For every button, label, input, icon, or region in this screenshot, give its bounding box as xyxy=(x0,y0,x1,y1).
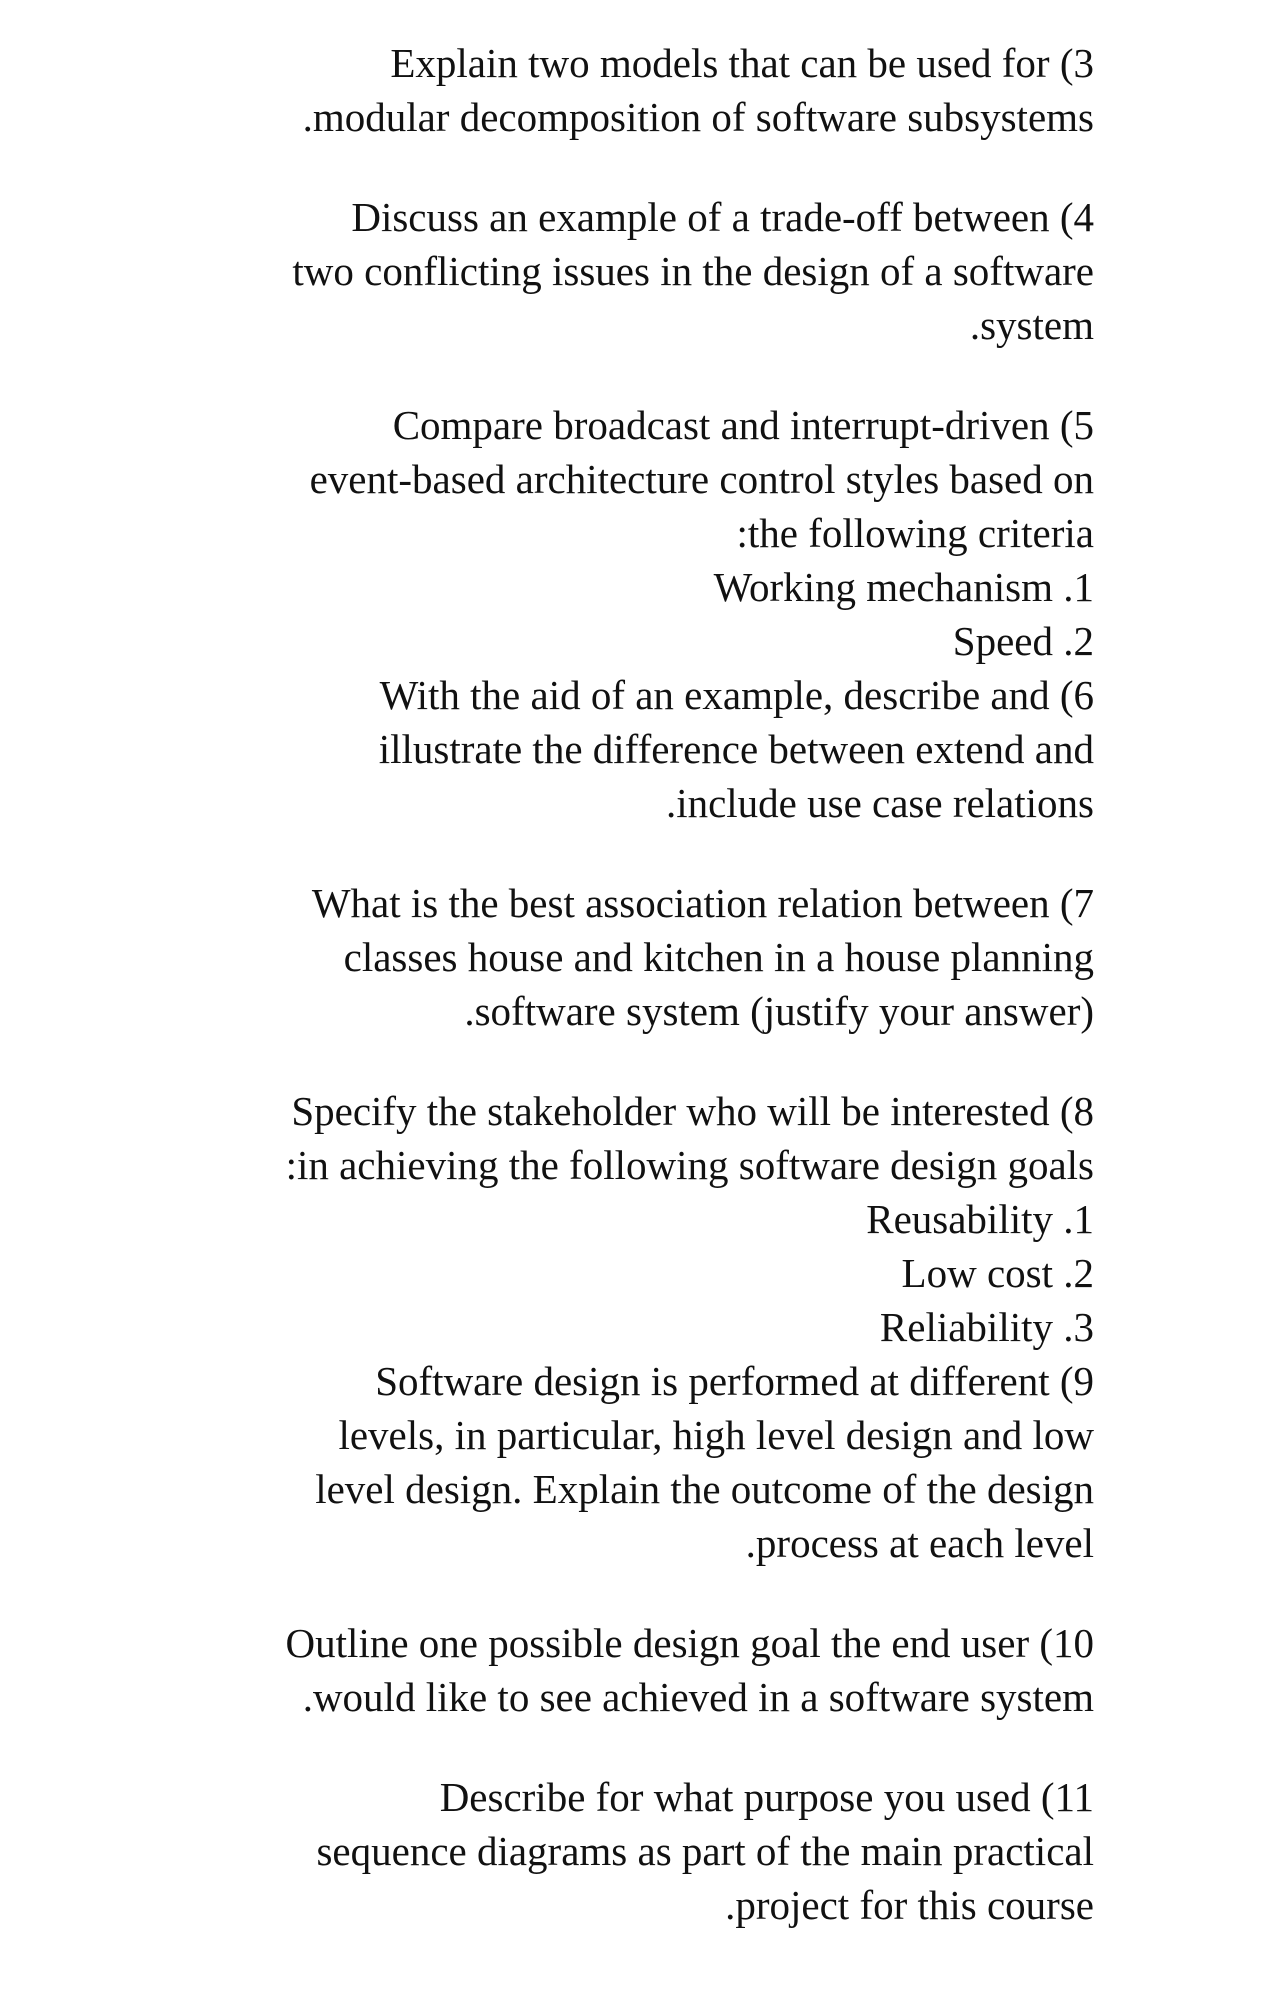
question-9-line-3: level design. Explain the outcome of the design xyxy=(315,1466,1094,1512)
question-4-line-2: two conflicting issues in the design of a software xyxy=(292,248,1094,294)
question-9 xyxy=(114,1354,1094,1570)
question-8-line-1: Specify the stakeholder who will be interested (8 xyxy=(291,1088,1094,1134)
question-5-line-3: :the following criteria xyxy=(736,510,1094,556)
question-6 xyxy=(114,668,1094,830)
question-6-line-3: .include use case relations xyxy=(665,780,1094,826)
question-10-line-2: .would like to see achieved in a software system xyxy=(302,1674,1094,1720)
question-8-line-2: :in achieving the following software design goals xyxy=(285,1142,1094,1188)
question-5-item-1: Working mechanism .1 xyxy=(713,564,1094,610)
question-7 xyxy=(114,876,1094,1038)
question-8-item-1: Reusability .1 xyxy=(866,1196,1094,1242)
question-10-line-1: Outline one possible design goal the end user (10 xyxy=(285,1620,1094,1666)
question-7-line-3: .software system (justify your answer) xyxy=(464,988,1094,1034)
question-9-line-4: .process at each level xyxy=(745,1520,1094,1566)
question-5-line-2: event-based architecture control styles based on xyxy=(309,456,1094,502)
question-5-line-1: Compare broadcast and interrupt-driven (5 xyxy=(392,402,1094,448)
question-5 xyxy=(114,398,1094,668)
question-8-item-2: Low cost .2 xyxy=(901,1250,1094,1296)
question-8-item-3: Reliability .3 xyxy=(879,1304,1094,1350)
question-list xyxy=(114,36,1094,1932)
question-9-line-2: levels, in particular, high level design and low xyxy=(338,1412,1094,1458)
question-9-line-1: Software design is performed at different (9 xyxy=(375,1358,1094,1404)
question-11 xyxy=(114,1770,1094,1932)
question-7-line-1: What is the best association relation between (7 xyxy=(311,880,1094,926)
question-4-line-3: .system xyxy=(969,302,1094,348)
question-11-line-2: sequence diagrams as part of the main practical xyxy=(316,1828,1094,1874)
question-11-line-1: Describe for what purpose you used (11 xyxy=(439,1774,1094,1820)
question-8 xyxy=(114,1084,1094,1354)
question-7-line-2: classes house and kitchen in a house planning xyxy=(343,934,1094,980)
question-6-line-2: illustrate the difference between extend and xyxy=(378,726,1094,772)
question-5-item-2: Speed .2 xyxy=(952,618,1094,664)
question-3 xyxy=(114,36,1094,144)
question-4-line-1: Discuss an example of a trade-off between (4 xyxy=(351,194,1094,240)
question-3-line-2: .modular decomposition of software subsystems xyxy=(302,94,1094,140)
question-3-line-1: Explain two models that can be used for (3 xyxy=(390,40,1094,86)
question-6-line-1: With the aid of an example, describe and (6 xyxy=(379,672,1094,718)
question-11-line-3: .project for this course xyxy=(725,1882,1094,1928)
question-4 xyxy=(114,190,1094,352)
question-10 xyxy=(114,1616,1094,1724)
